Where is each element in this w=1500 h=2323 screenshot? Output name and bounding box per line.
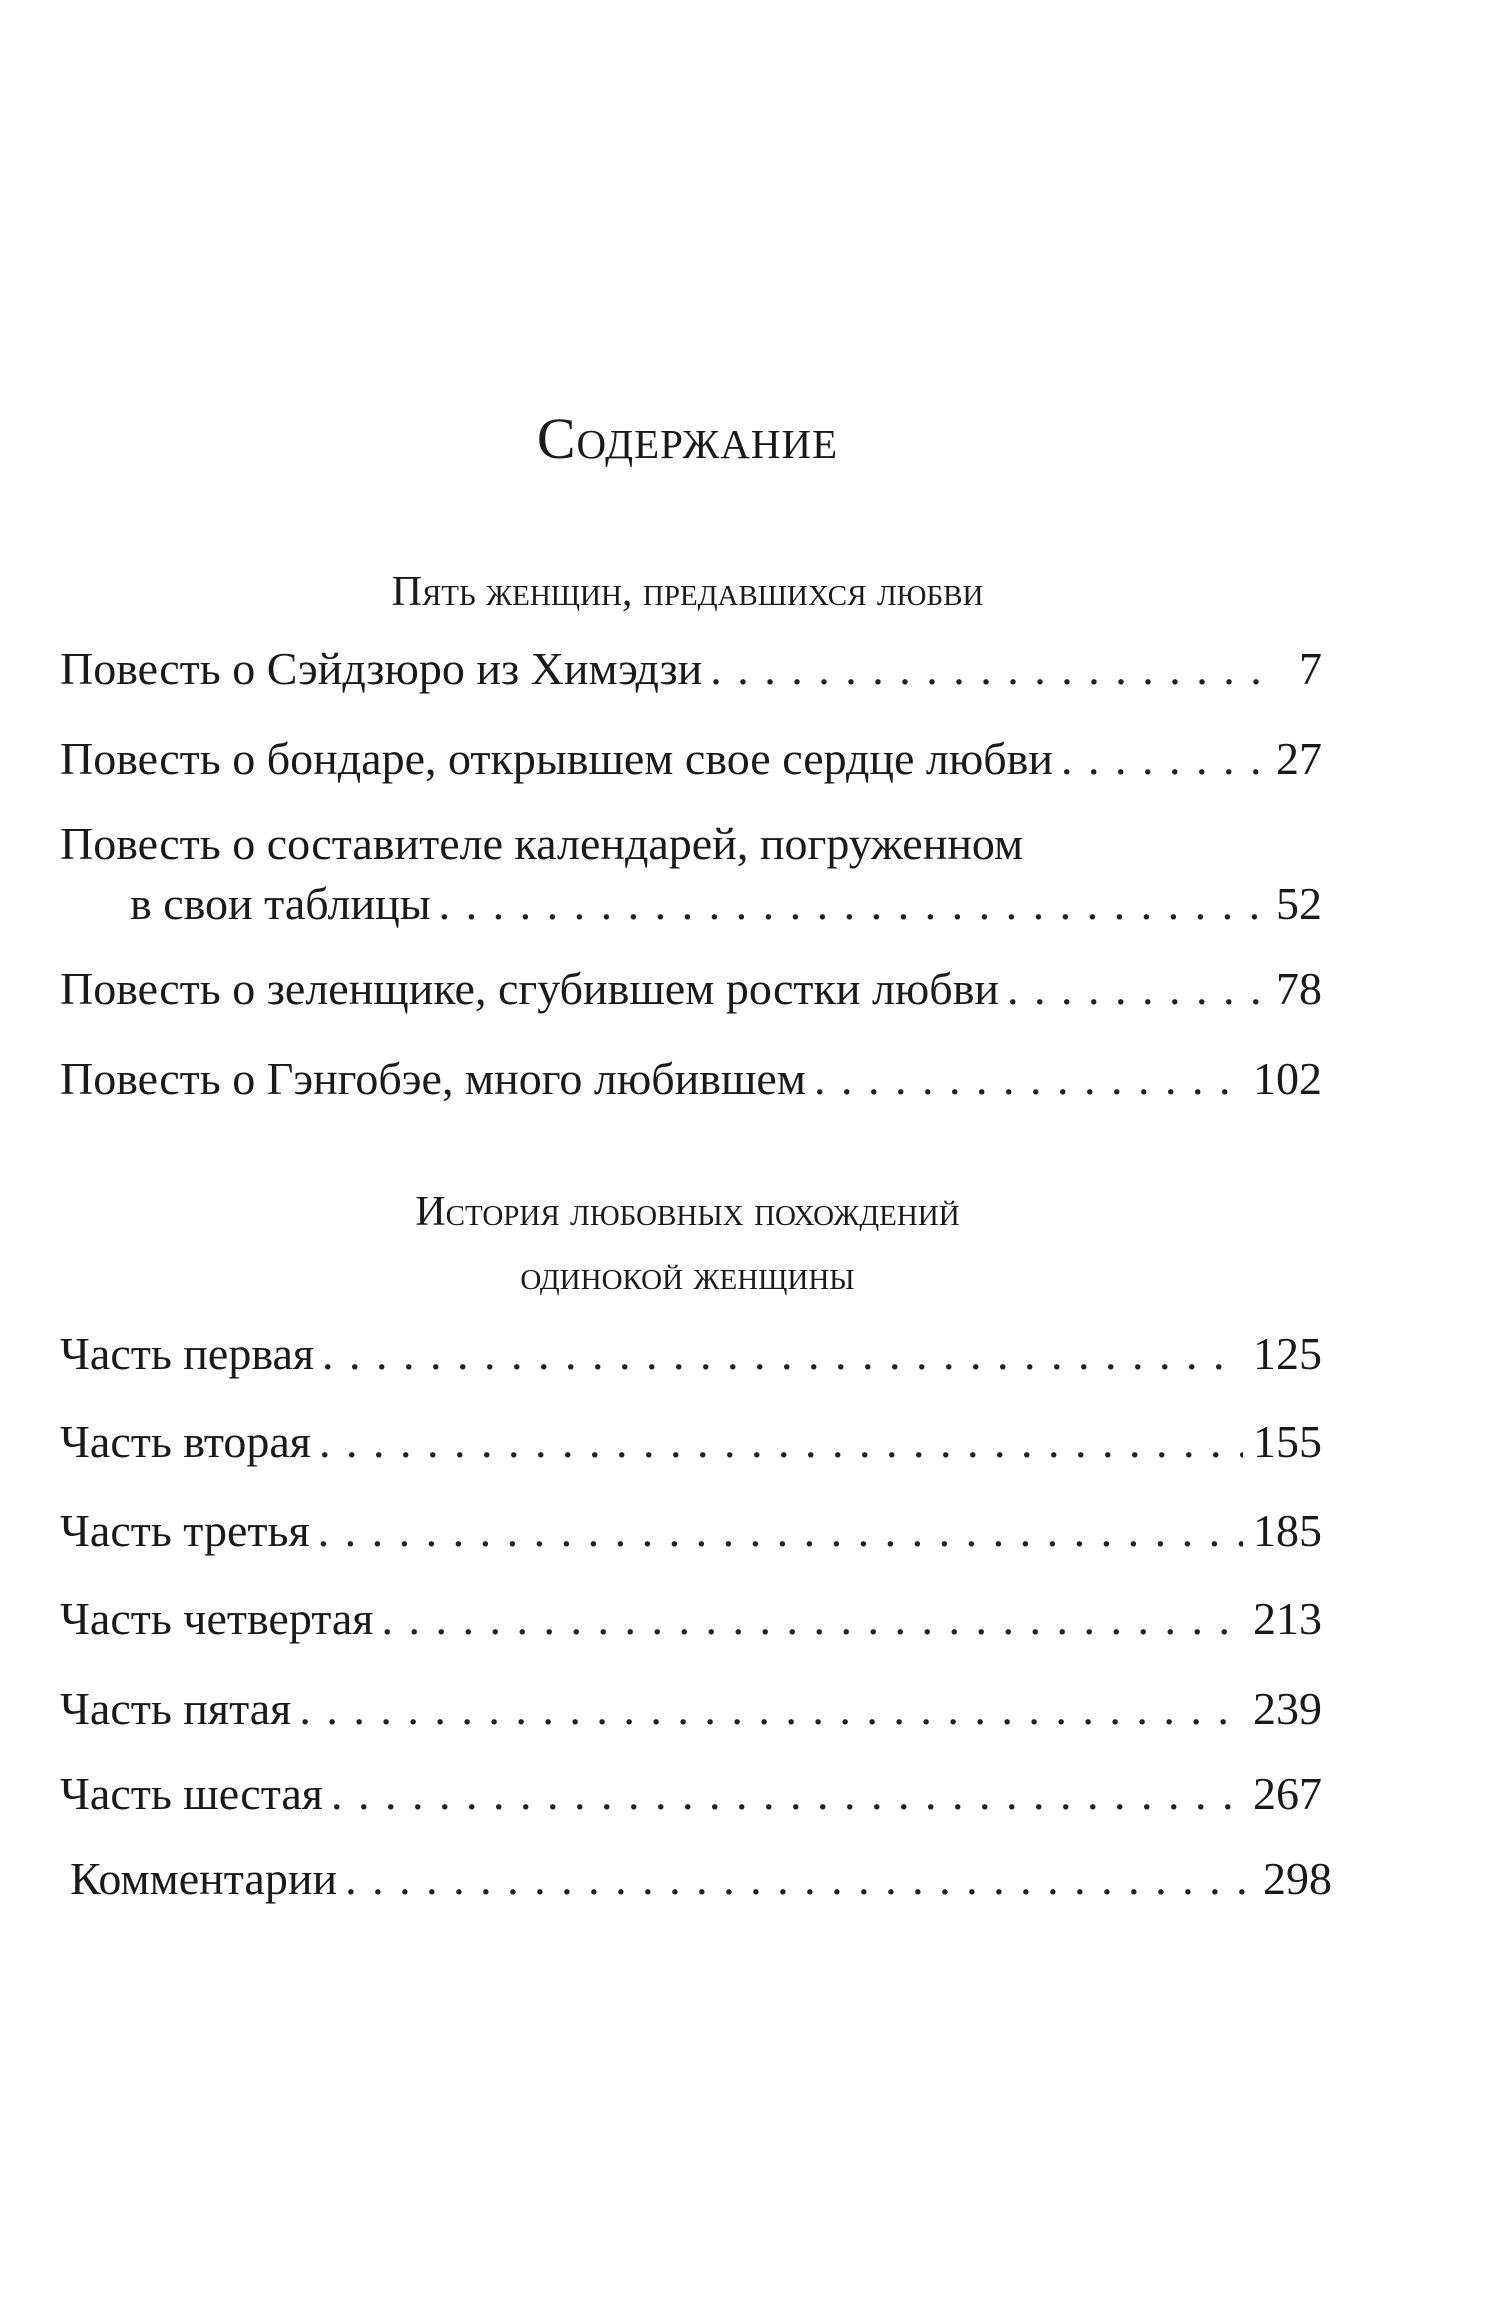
dot-leader <box>318 1502 1243 1560</box>
page-title: Содержание <box>536 406 839 471</box>
dot-leader <box>710 640 1272 698</box>
toc-entry-page: 78 <box>1276 963 1322 1014</box>
dot-leader <box>299 1680 1243 1738</box>
dot-leader <box>1007 960 1266 1018</box>
toc-entry-page: 239 <box>1253 1683 1322 1734</box>
dot-leader <box>345 1850 1253 1908</box>
toc-entry-label: Часть четвертая <box>60 1593 374 1644</box>
toc-entry-page: 185 <box>1253 1505 1322 1556</box>
toc-entry-label: Часть шестая <box>60 1768 323 1819</box>
toc-entry-calendar[interactable] <box>130 875 1322 933</box>
toc-entry-label: Повесть о зеленщике, сгубившем ростки любви <box>60 963 1000 1014</box>
toc-entry-part-6[interactable] <box>60 1765 1322 1823</box>
toc-entry-part-3[interactable] <box>60 1502 1322 1560</box>
dot-leader <box>814 1050 1243 1108</box>
toc-entry-part-2[interactable] <box>60 1413 1322 1471</box>
toc-entry-label: Повесть о бондаре, открывшем свое сердце любви <box>60 733 1053 784</box>
toc-entry-part-1[interactable] <box>60 1325 1322 1383</box>
toc-entry-label: Часть вторая <box>60 1416 311 1467</box>
toc-entry-label: Комментарии <box>70 1853 338 1904</box>
toc-entry-label: Повесть о Сэйдзюро из Химэдзи <box>60 643 703 694</box>
toc-entry-part-5[interactable] <box>60 1680 1322 1738</box>
toc-entry-label: Повесть о Гэнгобэе, много любившем <box>60 1053 806 1104</box>
toc-entry-commentary[interactable] <box>70 1850 1332 1908</box>
toc-entry-page: 52 <box>1276 878 1322 929</box>
toc-entry-page: 267 <box>1253 1768 1322 1819</box>
toc-entry-part-4[interactable] <box>60 1590 1322 1648</box>
dot-leader <box>439 875 1266 933</box>
toc-entry-zelenshchik[interactable] <box>60 960 1322 1018</box>
toc-entry-page: 102 <box>1253 1053 1322 1104</box>
toc-entry-page: 125 <box>1253 1328 1322 1379</box>
dot-leader <box>319 1413 1243 1471</box>
dot-leader <box>331 1765 1243 1823</box>
toc-entry-label: в свои таблицы <box>130 878 431 929</box>
toc-entry-page: 7 <box>1299 643 1322 694</box>
dot-leader <box>381 1590 1243 1648</box>
dot-leader <box>322 1325 1243 1383</box>
toc-entry-label: Часть третья <box>60 1505 310 1556</box>
section-heading-line: История любовных похождений <box>415 1189 960 1235</box>
toc-entry-bondar[interactable] <box>60 730 1322 788</box>
section-heading-line: одинокой женщины <box>520 1253 855 1299</box>
toc-entry-label: Часть первая <box>60 1328 315 1379</box>
toc-entry-page: 27 <box>1276 733 1322 784</box>
section-heading-five-women <box>0 560 1375 624</box>
toc-entry-label: Часть пятая <box>60 1683 292 1734</box>
toc-entry-page: 155 <box>1253 1416 1322 1467</box>
section-heading-line: Пять женщин, предавшихся любви <box>391 569 984 615</box>
dot-leader <box>1061 730 1266 788</box>
toc-entry-seidzuro[interactable] <box>60 640 1322 698</box>
toc-entry-page: 213 <box>1253 1593 1322 1644</box>
toc-entry-calendar-line1[interactable]: Повесть о составителе календарей, погруженном <box>60 818 1024 869</box>
section-heading-lonely-woman <box>0 1180 1375 1308</box>
toc-entry-page: 298 <box>1263 1853 1332 1904</box>
toc-entry-gengobei[interactable] <box>60 1050 1322 1108</box>
